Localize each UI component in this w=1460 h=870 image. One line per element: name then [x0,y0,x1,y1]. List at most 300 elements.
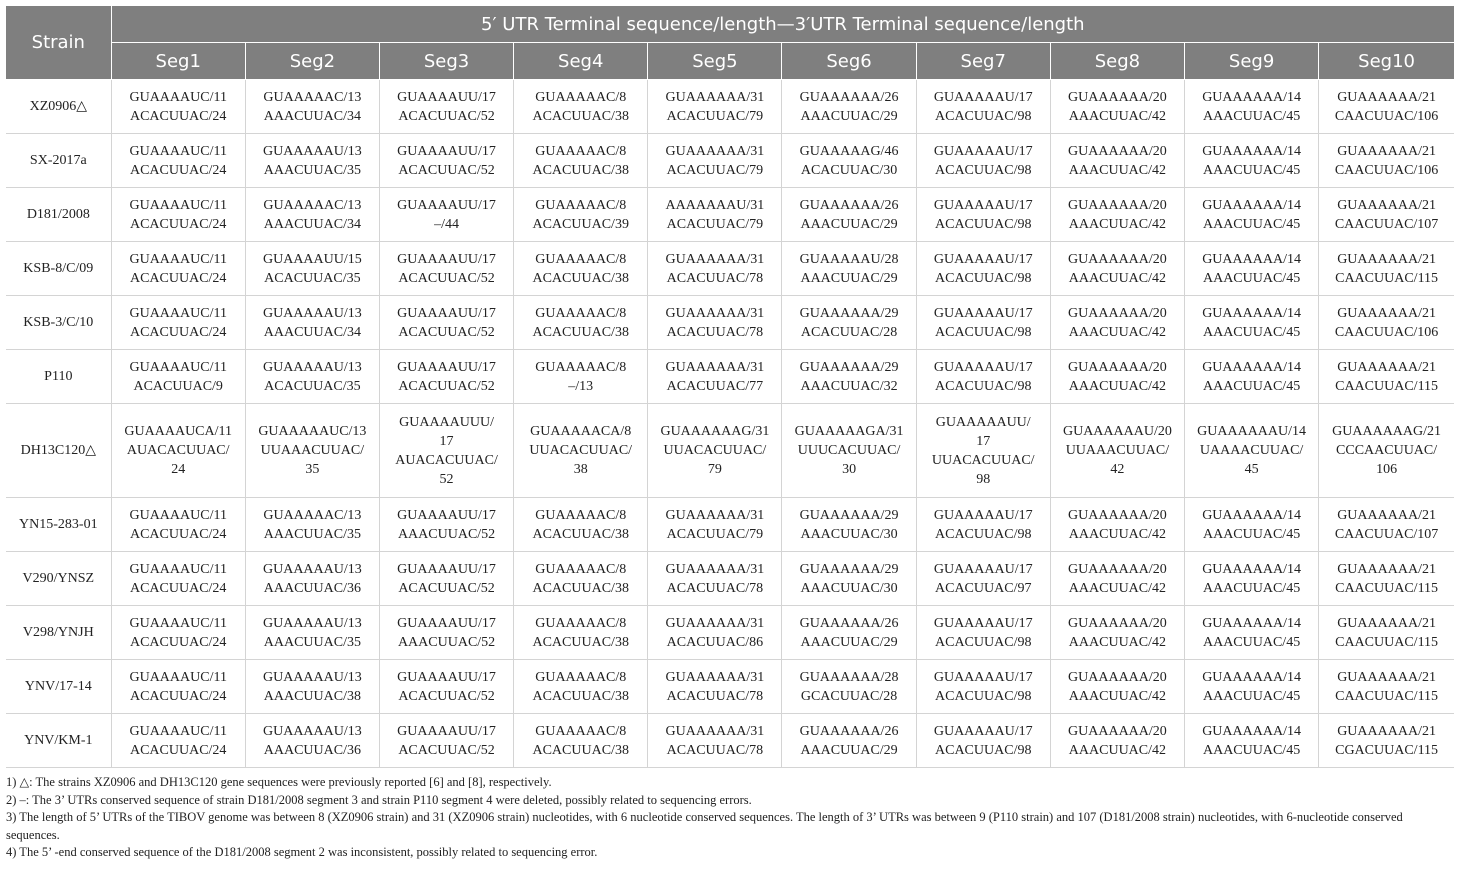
sequence-text: AAACUUAC/30 [800,526,898,542]
sequence-text: UUUCACUUAC/ [797,443,901,458]
sequence-text: CAACUUAC/106 [1334,162,1439,178]
sequence-text: ACACUUAC/38 [532,270,629,286]
sequence-text: AAACUUAC/45 [1202,688,1301,704]
sequence-text: AAACUUAC/34 [263,324,361,340]
sequence-text: AAACUUAC/45 [1202,634,1301,650]
table-row [6,714,1454,768]
sequence-cell [514,350,648,404]
sequence-text: GUAAAAAC/8 [535,197,627,213]
sequence-text: ACACUUAC/77 [666,378,764,394]
sequence-text: GUAAAAAA/14 [1202,197,1301,213]
sequence-cell [1185,350,1319,404]
sequence-cell [245,606,379,660]
sequence-cell [1185,296,1319,350]
sequence-cell [1185,552,1319,606]
sequence-cell [245,660,379,714]
segment-header: Seg9 [1185,43,1319,80]
sequence-text: GUAAAAAA/31 [665,251,765,267]
sequence-cell [245,552,379,606]
sequence-text: ACACUUAC/98 [935,688,1032,704]
sequence-cell [916,242,1050,296]
sequence-text: ACACUUAC/78 [666,324,764,340]
sequence-cell [514,80,648,134]
sequence-cell [1050,350,1184,404]
sequence-text: AUACACUUAC/ [126,443,230,458]
sequence-text: GUAAAAAA/20 [1068,723,1167,739]
segment-header: Seg6 [782,43,916,80]
sequence-text: GUAAAAAA/14 [1202,723,1301,739]
sequence-text: ACACUUAC/79 [666,162,764,178]
sequence-text: CAACUUAC/115 [1335,580,1439,596]
sequence-cell [916,80,1050,134]
sequence-text: GUAAAAAC/13 [263,89,362,105]
sequence-text: ACACUUAC/24 [129,216,227,232]
table-row [6,660,1454,714]
sequence-text: GUAAAAAA/26 [799,723,899,739]
sequence-cell [648,188,782,242]
sequence-cell [1319,296,1454,350]
sequence-cell [111,296,245,350]
sequence-text: GUAAAAAA/26 [799,615,899,631]
sequence-text: GUAAAAAA/14 [1202,143,1301,159]
sequence-cell [916,350,1050,404]
sequence-text: GUAAAAAU/17 [933,89,1033,105]
sequence-cell [916,606,1050,660]
sequence-text: AAACUUAC/42 [1068,742,1167,758]
sequence-cell [111,242,245,296]
sequence-text: AAACUUAC/42 [1068,324,1167,340]
sequence-text: GUAAAAAU/28 [799,251,899,267]
sequence-text: GUAAAAAA/14 [1202,251,1301,267]
sequence-cell [514,552,648,606]
sequence-cell [1185,80,1319,134]
sequence-text: GUAAAAAA/14 [1202,359,1301,375]
sequence-text: AAACUUAC/29 [800,216,898,232]
sequence-text: 17 [976,433,991,449]
sequence-text: AAACUUAC/32 [800,378,898,394]
sequence-text: GUAAAAUC/11 [129,251,227,267]
table-header [6,6,1454,80]
sequence-cell [782,552,916,606]
sequence-text: GUAAAAAA/31 [665,359,765,375]
sequence-text: GUAAAAAU/17 [933,669,1033,685]
sequence-text: AAACUUAC/29 [800,634,898,650]
segment-header: Seg2 [245,43,379,80]
sequence-cell [1185,242,1319,296]
sequence-text: GUAAAAAC/8 [535,89,627,105]
sequence-text: GUAAAAAAG/21 [1332,424,1442,439]
sequence-text: GUAAAAAC/8 [535,143,627,159]
sequence-cell [1185,714,1319,768]
sequence-text: GUAAAAUC/11 [129,507,227,523]
sequence-text: 42 [1110,462,1125,477]
sequence-text: AAACUUAC/29 [800,270,898,286]
sequence-text: GUAAAAAA/21 [1337,669,1436,685]
sequence-cell [782,714,916,768]
sequence-cell [379,714,513,768]
sequence-text: GUAAAAAA/20 [1068,305,1167,321]
sequence-cell [782,188,916,242]
sequence-text: AAACUUAC/45 [1202,162,1301,178]
sequence-text: AAACUUAC/45 [1202,580,1301,596]
sequence-text: AAACUUAC/42 [1068,270,1167,286]
sequence-text: ACACUUAC/79 [666,216,764,232]
sequence-text: ACACUUAC/39 [532,216,629,232]
table-row [6,552,1454,606]
sequence-text: GUAAAAUC/11 [129,723,227,739]
sequence-cell [245,134,379,188]
sequence-cell [648,606,782,660]
sequence-text: GUAAAAAC/8 [535,507,627,523]
sequence-text: GUAAAAAA/21 [1337,723,1436,739]
sequence-text: ACACUUAC/52 [398,324,495,340]
sequence-text: AAACUUAC/45 [1202,742,1301,758]
sequence-cell [111,606,245,660]
sequence-text: AAACUUAC/38 [263,688,361,704]
strain-name-cell: YNV/17-14 [6,660,111,714]
sequence-text: GUAAAAAC/8 [535,723,627,739]
sequence-text: AAACUUAC/52 [397,526,496,542]
sequence-cell [648,296,782,350]
sequence-text: AAACUUAC/42 [1068,688,1167,704]
sequence-text: GUAAAAAU/17 [933,507,1033,523]
segment-header: Seg10 [1319,43,1454,80]
sequence-text: GUAAAAUU/17 [397,723,496,739]
sequence-text: GUAAAAAA/21 [1337,615,1436,631]
sequence-text: ACACUUAC/9 [133,378,223,394]
sequence-text: GUAAAAAU/13 [262,359,362,375]
sequence-text: ACACUUAC/24 [129,742,227,758]
sequence-text: 79 [707,462,722,477]
sequence-cell [1050,606,1184,660]
sequence-cell [514,660,648,714]
sequence-cell [1185,134,1319,188]
sequence-text: CGACUUAC/115 [1335,742,1439,758]
sequence-text: UUACACUUAC/ [529,443,633,458]
sequence-text: ACACUUAC/52 [398,108,495,124]
sequence-text: GUAAAAAA/20 [1068,197,1167,213]
sequence-text: 52 [439,471,454,487]
sequence-text: AAACUUAC/45 [1202,378,1301,394]
sequence-cell [111,552,245,606]
sequence-text: GUAAAAAA/21 [1337,251,1436,267]
sequence-cell [1185,404,1319,498]
sequence-text: ACACUUAC/28 [800,324,898,340]
table-row [6,188,1454,242]
sequence-text: GUAAAAAC/8 [535,561,627,577]
sequence-text: AAACUUAC/45 [1202,324,1301,340]
sequence-text: AAACUUAC/42 [1068,378,1167,394]
sequence-cell [379,80,513,134]
sequence-cell [1050,242,1184,296]
sequence-text: ACACUUAC/52 [398,688,495,704]
sequence-text: AAACUUAC/42 [1068,162,1167,178]
sequence-text: GUAAAAAA/31 [665,143,765,159]
sequence-cell [916,660,1050,714]
sequence-text: GUAAAAAA/14 [1202,561,1301,577]
sequence-cell [1319,404,1454,498]
sequence-text: GUAAAAAA/14 [1202,669,1301,685]
sequence-cell [1319,350,1454,404]
sequence-text: GUAAAAUC/11 [129,89,227,105]
sequence-text: GUAAAAAA/28 [799,669,899,685]
sequence-cell [514,296,648,350]
segment-header: Seg1 [111,43,245,80]
segment-header: Seg8 [1050,43,1184,80]
sequence-text: GUAAAAAU/13 [262,615,362,631]
strain-name-cell: YN15-283-01 [6,498,111,552]
sequence-text: ACACUUAC/38 [532,108,629,124]
sequence-text: ACACUUAC/35 [264,378,361,394]
sequence-text: GUAAAAUC/11 [129,197,227,213]
sequence-text: ACACUUAC/52 [398,270,495,286]
sequence-text: AAACUUAC/36 [263,580,361,596]
sequence-text: GUAAAAAA/21 [1337,143,1436,159]
sequence-text: GUAAAAUC/11 [129,615,227,631]
sequence-text: ACACUUAC/78 [666,688,764,704]
strain-name-cell: V290/YNSZ [6,552,111,606]
sequence-cell [514,134,648,188]
sequence-text: ACACUUAC/52 [398,378,495,394]
sequence-cell [514,606,648,660]
sequence-text: GUAAAAAA/21 [1337,507,1436,523]
sequence-cell [379,188,513,242]
sequence-text: ACACUUAC/24 [129,324,227,340]
sequence-text: GUAAAAAA/31 [665,89,765,105]
sequence-cell [782,134,916,188]
sequence-text: AAACUUAC/35 [263,162,361,178]
sequence-text: GUAAAAAA/14 [1202,507,1301,523]
segment-header: Seg5 [648,43,782,80]
sequence-text: ACACUUAC/52 [398,742,495,758]
sequence-text: CAACUUAC/115 [1335,688,1439,704]
sequence-text: GUAAAAAU/17 [933,251,1033,267]
sequence-text: GUAAAAAA/31 [665,561,765,577]
footnote: 3) The length of 5’ UTRs of the TIBOV genome was between 8 (XZ0906 strain) and 31 (XZ0906 strain) nucleotides, with 6 nucleotide conserved sequences. The length of 3’ UTRs was between 9 (P110 strain) and 107 (D181/2008 strain) nucleotides, with 6-nucleotide conserved sequences. [6,810,1403,842]
sequence-cell [1319,498,1454,552]
sequence-cell [245,350,379,404]
sequence-text: ACACUUAC/38 [532,162,629,178]
sequence-text: GUAAAAAAU/14 [1197,424,1307,439]
sequence-cell [1050,660,1184,714]
sequence-text: GUAAAAAA/20 [1068,251,1167,267]
sequence-cell [782,660,916,714]
sequence-text: GUAAAAAA/31 [665,669,765,685]
sequence-text: CAACUUAC/106 [1334,324,1439,340]
sequence-cell [111,498,245,552]
sequence-text: ACACUUAC/24 [129,108,227,124]
sequence-text: GUAAAAAA/20 [1068,615,1167,631]
sequence-cell [648,404,782,498]
sequence-text: GUAAAAAA/20 [1068,561,1167,577]
table-row [6,498,1454,552]
sequence-cell [1185,498,1319,552]
utr-sequence-table [6,6,1454,768]
sequence-cell [514,242,648,296]
sequence-text: AAACUUAC/34 [263,108,361,124]
sequence-text: GUAAAAUC/11 [129,669,227,685]
sequence-text: CAACUUAC/107 [1334,526,1439,542]
sequence-text: GUAAAAUU/17 [397,143,496,159]
sequence-cell [1319,134,1454,188]
sequence-text: ACACUUAC/79 [666,108,764,124]
sequence-text: ACACUUAC/52 [398,162,495,178]
sequence-cell [916,498,1050,552]
sequence-text: GUAAAAAC/13 [263,197,362,213]
sequence-text: AAACUUAC/45 [1202,216,1301,232]
sequence-text: ACACUUAC/38 [532,688,629,704]
sequence-text: GUAAAAAU/17 [933,723,1033,739]
sequence-text: AAACUUAC/45 [1202,270,1301,286]
sequence-text: ACACUUAC/38 [532,526,629,542]
sequence-text: ACACUUAC/38 [532,634,629,650]
sequence-cell [245,242,379,296]
sequence-text: AUACACUUAC/ [395,452,498,468]
sequence-text: GUAAAAAU/17 [933,615,1033,631]
sequence-cell [111,350,245,404]
sequence-cell [245,80,379,134]
sequence-text: ACACUUAC/98 [935,378,1032,394]
sequence-cell [916,714,1050,768]
sequence-text: GUAAAAAA/26 [799,89,899,105]
sequence-text: GUAAAAAA/14 [1202,89,1301,105]
table-row [6,134,1454,188]
sequence-text: ACACUUAC/24 [129,162,227,178]
sequence-cell [111,188,245,242]
sequence-text: 98 [976,471,991,487]
sequence-cell [1050,296,1184,350]
sequence-cell [1050,80,1184,134]
sequence-text: AAACUUAC/34 [263,216,361,232]
strain-name-cell: KSB-8/C/09 [6,242,111,296]
table-row [6,80,1454,134]
sequence-text: GUAAAAAU/17 [933,561,1033,577]
sequence-text: ACACUUAC/24 [129,526,227,542]
sequence-cell [1050,134,1184,188]
strain-column-header: Strain [6,6,111,80]
sequence-text: GUAAAAAA/26 [799,197,899,213]
sequence-cell [648,350,782,404]
sequence-text: GUAAAAAA/31 [665,723,765,739]
sequence-cell [111,80,245,134]
table-container [6,6,1454,862]
sequence-text: –/44 [434,216,459,232]
sequence-text: GCACUUAC/28 [800,688,898,704]
sequence-text: GUAAAAAA/14 [1202,305,1301,321]
sequence-cell [1185,660,1319,714]
sequence-cell [1050,188,1184,242]
sequence-text: AAACUUAC/42 [1068,580,1167,596]
sequence-text: GUAAAAAU/13 [262,723,362,739]
sequence-text: GUAAAAUU/15 [262,251,362,267]
sequence-cell [111,134,245,188]
sequence-text: 45 [1244,462,1259,477]
table-row [6,404,1454,498]
sequence-cell [648,714,782,768]
sequence-text: GUAAAAAUU/ [935,414,1031,430]
strain-name-cell: V298/YNJH [6,606,111,660]
sequence-text: ACACUUAC/30 [800,162,898,178]
sequence-text: GUAAAAAA/31 [665,615,765,631]
sequence-text: GUAAAAUUU/ [399,414,494,430]
sequence-cell [1050,552,1184,606]
sequence-text: GUAAAAAA/21 [1337,197,1436,213]
sequence-cell [916,404,1050,498]
sequence-cell [1319,188,1454,242]
sequence-text: UUAAACUUAC/ [260,443,365,458]
sequence-text: GUAAAAAU/13 [262,561,362,577]
sequence-text: ACACUUAC/98 [935,634,1032,650]
segment-header: Seg3 [379,43,513,80]
sequence-text: CAACUUAC/115 [1335,634,1439,650]
sequence-cell [1050,714,1184,768]
sequence-text: ACACUUAC/24 [129,580,227,596]
sequence-text: GUAAAAAU/17 [933,359,1033,375]
sequence-text: ACACUUAC/86 [666,634,764,650]
sequence-text: GUAAAAAC/8 [535,251,627,267]
sequence-cell [379,660,513,714]
utr-group-header: 5′ UTR Terminal sequence/length—3′UTR Terminal sequence/length [111,6,1454,43]
sequence-cell [1319,242,1454,296]
sequence-cell [111,660,245,714]
sequence-cell [648,80,782,134]
sequence-cell [514,404,648,498]
sequence-text: ACACUUAC/79 [666,526,764,542]
sequence-text: AAACUUAC/42 [1068,634,1167,650]
sequence-text: GUAAAAUU/17 [397,561,496,577]
sequence-cell [379,296,513,350]
sequence-cell [379,552,513,606]
sequence-text: GUAAAAAC/8 [535,305,627,321]
sequence-text: ACACUUAC/35 [264,270,361,286]
sequence-text: AAACUUAC/45 [1202,526,1301,542]
sequence-text: GUAAAAAA/31 [665,507,765,523]
sequence-text: GUAAAAAA/21 [1337,89,1436,105]
sequence-cell [245,714,379,768]
sequence-text: GUAAAAAA/21 [1337,305,1436,321]
sequence-cell [1185,188,1319,242]
sequence-cell [111,714,245,768]
sequence-text: GUAAAAUU/17 [397,251,496,267]
sequence-text: AAACUUAC/29 [800,108,898,124]
sequence-text: ACACUUAC/38 [532,324,629,340]
sequence-text: GUAAAAUC/11 [129,359,227,375]
sequence-text: GUAAAAAA/20 [1068,507,1167,523]
footnote: 4) The 5’ -end conserved sequence of the D181/2008 segment 2 was inconsistent, possibly related to sequencing error. [6,845,598,859]
sequence-text: GUAAAAAA/20 [1068,669,1167,685]
sequence-text: GUAAAAAU/13 [262,143,362,159]
sequence-text: UUACACUUAC/ [663,443,767,458]
sequence-text: GUAAAAAU/17 [933,305,1033,321]
sequence-text: GUAAAAAUC/13 [258,424,367,439]
sequence-cell [1185,606,1319,660]
sequence-cell [782,80,916,134]
sequence-text: ACACUUAC/24 [129,270,227,286]
sequence-cell [514,498,648,552]
sequence-text: GUAAAAUC/11 [129,305,227,321]
sequence-text: CCCAACUUAC/ [1336,443,1438,458]
sequence-text: GUAAAAUC/11 [129,561,227,577]
sequence-text: GUAAAAAU/13 [262,669,362,685]
sequence-text: ACACUUAC/98 [935,526,1032,542]
sequence-text: 24 [171,462,186,477]
sequence-text: AAACUUAC/42 [1068,108,1167,124]
segment-header: Seg4 [514,43,648,80]
sequence-text: AAACUUAC/45 [1202,108,1301,124]
sequence-text: GUAAAAUU/17 [397,669,496,685]
sequence-text: AAACUUAC/52 [397,634,496,650]
sequence-text: GUAAAAUU/17 [397,305,496,321]
